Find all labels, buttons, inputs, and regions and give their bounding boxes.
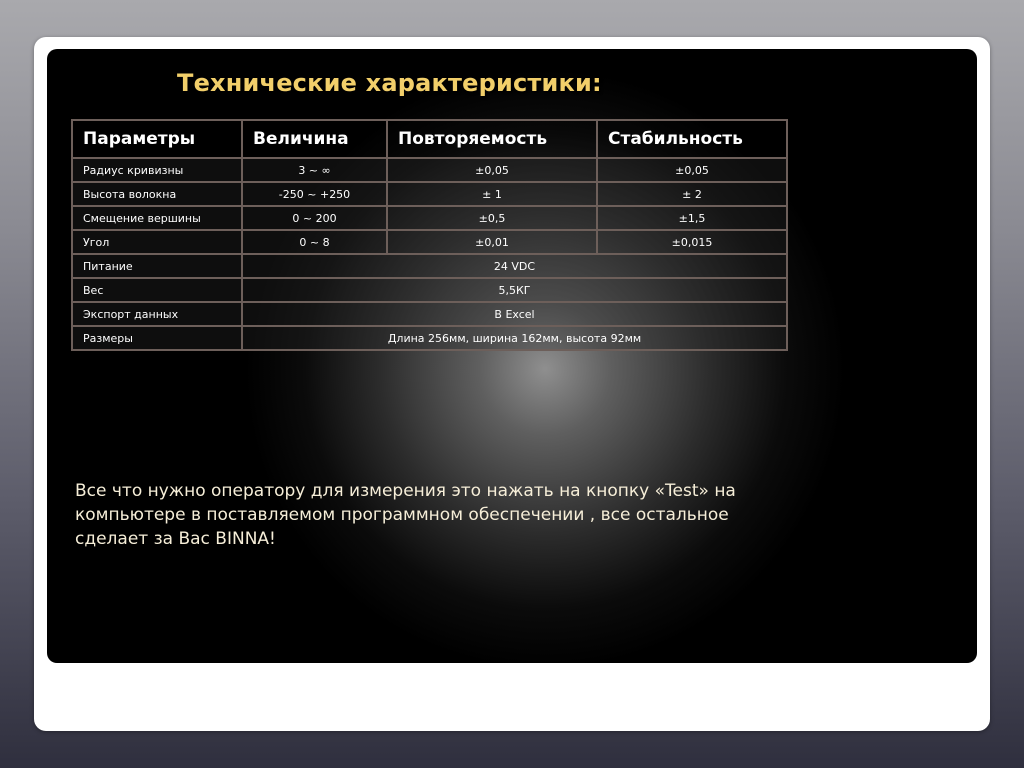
table-row: [72, 278, 787, 302]
merged-value-cell: Длина 256мм, ширина 162мм, высота 92мм: [242, 326, 787, 350]
repeatability-cell: ±0,5: [387, 206, 597, 230]
table-row: [72, 254, 787, 278]
merged-value-cell: 24 VDC: [242, 254, 787, 278]
repeatability-cell: ±0,05: [387, 158, 597, 182]
repeatability-cell: ± 1: [387, 182, 597, 206]
param-cell: Вес: [72, 278, 242, 302]
operator-note: Все что нужно оператору для измерения это нажать на кнопку «Test» на компьютере в поставляемом программном обеспечении , все остальное сделает за Вас BINNA!: [75, 481, 736, 549]
table-row: [72, 158, 787, 182]
merged-value-cell: 5,5КГ: [242, 278, 787, 302]
header-value: Величина: [242, 120, 387, 158]
header-parameters: Параметры: [72, 120, 242, 158]
param-cell: Радиус кривизны: [72, 158, 242, 182]
slide-frame: [34, 37, 990, 731]
table-row: [72, 302, 787, 326]
param-cell: Экспорт данных: [72, 302, 242, 326]
param-cell: Угол: [72, 230, 242, 254]
header-repeatability: Повторяемость: [387, 120, 597, 158]
param-cell: Высота волокна: [72, 182, 242, 206]
stability-cell: ± 2: [597, 182, 787, 206]
table-row: [72, 230, 787, 254]
table-row: [72, 206, 787, 230]
param-cell: Размеры: [72, 326, 242, 350]
table-header-row: [72, 120, 787, 158]
slide-content-panel: [47, 49, 977, 663]
repeatability-cell: ±0,01: [387, 230, 597, 254]
slide-title: Технические характеристики:: [177, 69, 602, 97]
table-row: [72, 182, 787, 206]
stability-cell: ±1,5: [597, 206, 787, 230]
param-cell: Смещение вершины: [72, 206, 242, 230]
table-row: [72, 326, 787, 350]
merged-value-cell: В Excel: [242, 302, 787, 326]
specifications-table: [71, 119, 788, 351]
value-cell: 0 ~ 8: [242, 230, 387, 254]
param-cell: Питание: [72, 254, 242, 278]
header-stability: Стабильность: [597, 120, 787, 158]
stability-cell: ±0,05: [597, 158, 787, 182]
value-cell: 0 ~ 200: [242, 206, 387, 230]
value-cell: 3 ~ ∞: [242, 158, 387, 182]
stability-cell: ±0,015: [597, 230, 787, 254]
value-cell: -250 ~ +250: [242, 182, 387, 206]
